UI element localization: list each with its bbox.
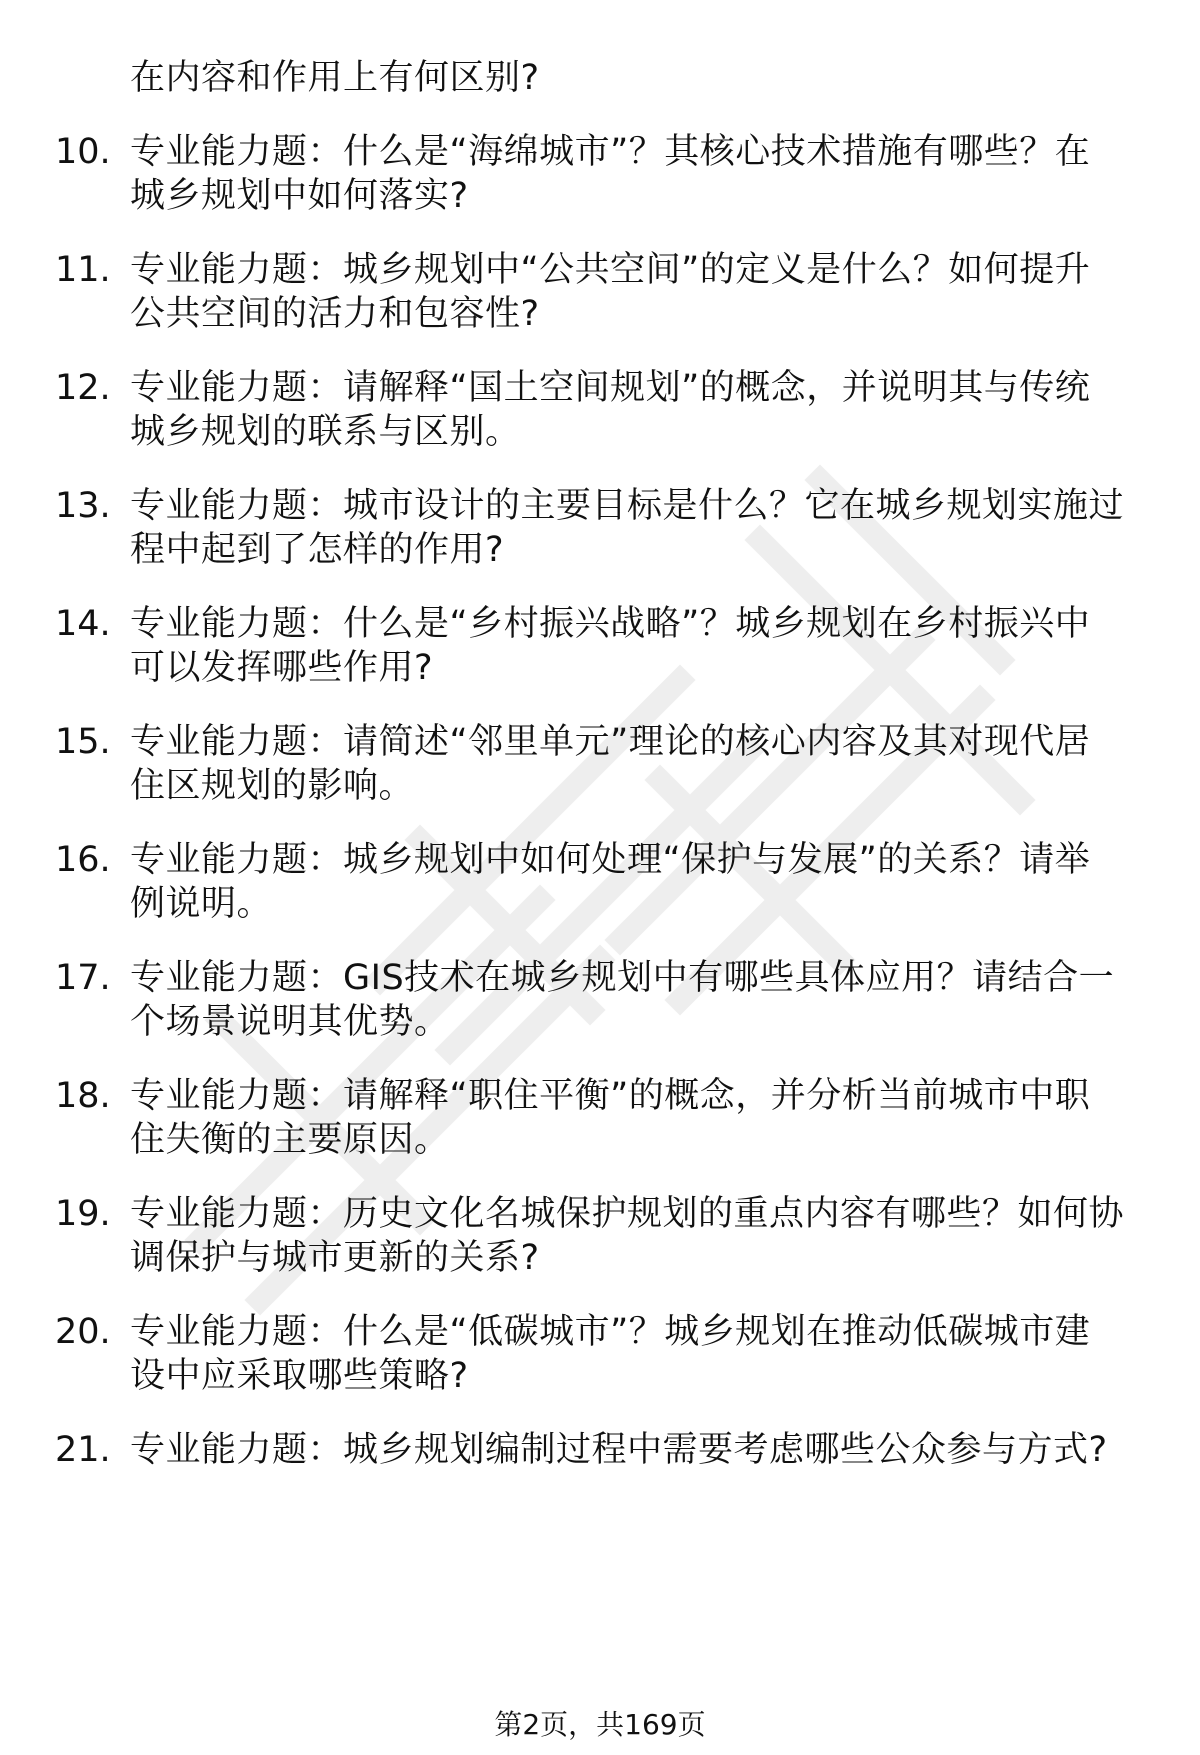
question-number: 16. [55,840,111,880]
question-number: 20. [55,1312,111,1352]
question-number: 19. [55,1194,111,1234]
question-text-line2: 调保护与城市更新的关系? [130,1238,540,1278]
question-text-line1: 专业能力题：什么是“海绵城市”？其核心技术措施有哪些？在 [130,132,1091,172]
question-number: 21. [55,1430,111,1470]
question-text-line2: 设中应采取哪些策略? [130,1356,469,1396]
question-text-line1: 专业能力题：请简述“邻里单元”理论的核心内容及其对现代居 [130,722,1091,762]
question-text-line1: 专业能力题：GIS技术在城乡规划中有哪些具体应用？请结合一 [130,958,1115,998]
question-number: 17. [55,958,111,998]
page-footer: 第2页，共169页 [494,1708,706,1741]
question-text-line2: 例说明。 [130,884,273,924]
question-number: 13. [55,486,111,526]
question-number: 10. [55,132,111,172]
question-text-line2: 住区规划的影响。 [130,766,415,806]
question-text-line2: 住失衡的主要原因。 [130,1120,450,1160]
question-text-line1: 专业能力题：城市设计的主要目标是什么？它在城乡规划实施过 [130,486,1125,526]
question-number: 14. [55,604,111,644]
question-number: 11. [55,250,111,290]
question-text-line2: 可以发挥哪些作用? [130,648,434,688]
question-text-line2: 程中起到了怎样的作用? [130,530,505,570]
question-number: 12. [55,368,111,408]
question-number: 15. [55,722,111,762]
continuation-text: 在内容和作用上有何区别? [130,58,540,98]
question-text-line1: 专业能力题：城乡规划中“公共空间”的定义是什么？如何提升 [130,250,1091,290]
question-number: 18. [55,1076,111,1116]
question-text-line2: 城乡规划的联系与区别。 [130,412,521,452]
question-text-line1: 专业能力题：什么是“低碳城市”？城乡规划在推动低碳城市建 [130,1312,1091,1352]
question-text-line2: 公共空间的活力和包容性? [130,294,540,334]
question-text-line1: 专业能力题：请解释“国土空间规划”的概念，并说明其与传统 [130,368,1091,408]
question-text-line1: 专业能力题：请解释“职住平衡”的概念，并分析当前城市中职 [130,1076,1091,1116]
question-text-line2: 城乡规划中如何落实? [130,176,469,216]
question-text-line1: 专业能力题：历史文化名城保护规划的重点内容有哪些？如何协 [130,1194,1125,1234]
question-text-line1: 专业能力题：城乡规划中如何处理“保护与发展”的关系？请举 [130,840,1091,880]
question-text-line1: 专业能力题：什么是“乡村振兴战略”？城乡规划在乡村振兴中 [130,604,1091,644]
question-text-line1: 专业能力题：城乡规划编制过程中需要考虑哪些公众参与方式? [130,1430,1108,1470]
question-text-line2: 个场景说明其优势。 [130,1002,450,1042]
